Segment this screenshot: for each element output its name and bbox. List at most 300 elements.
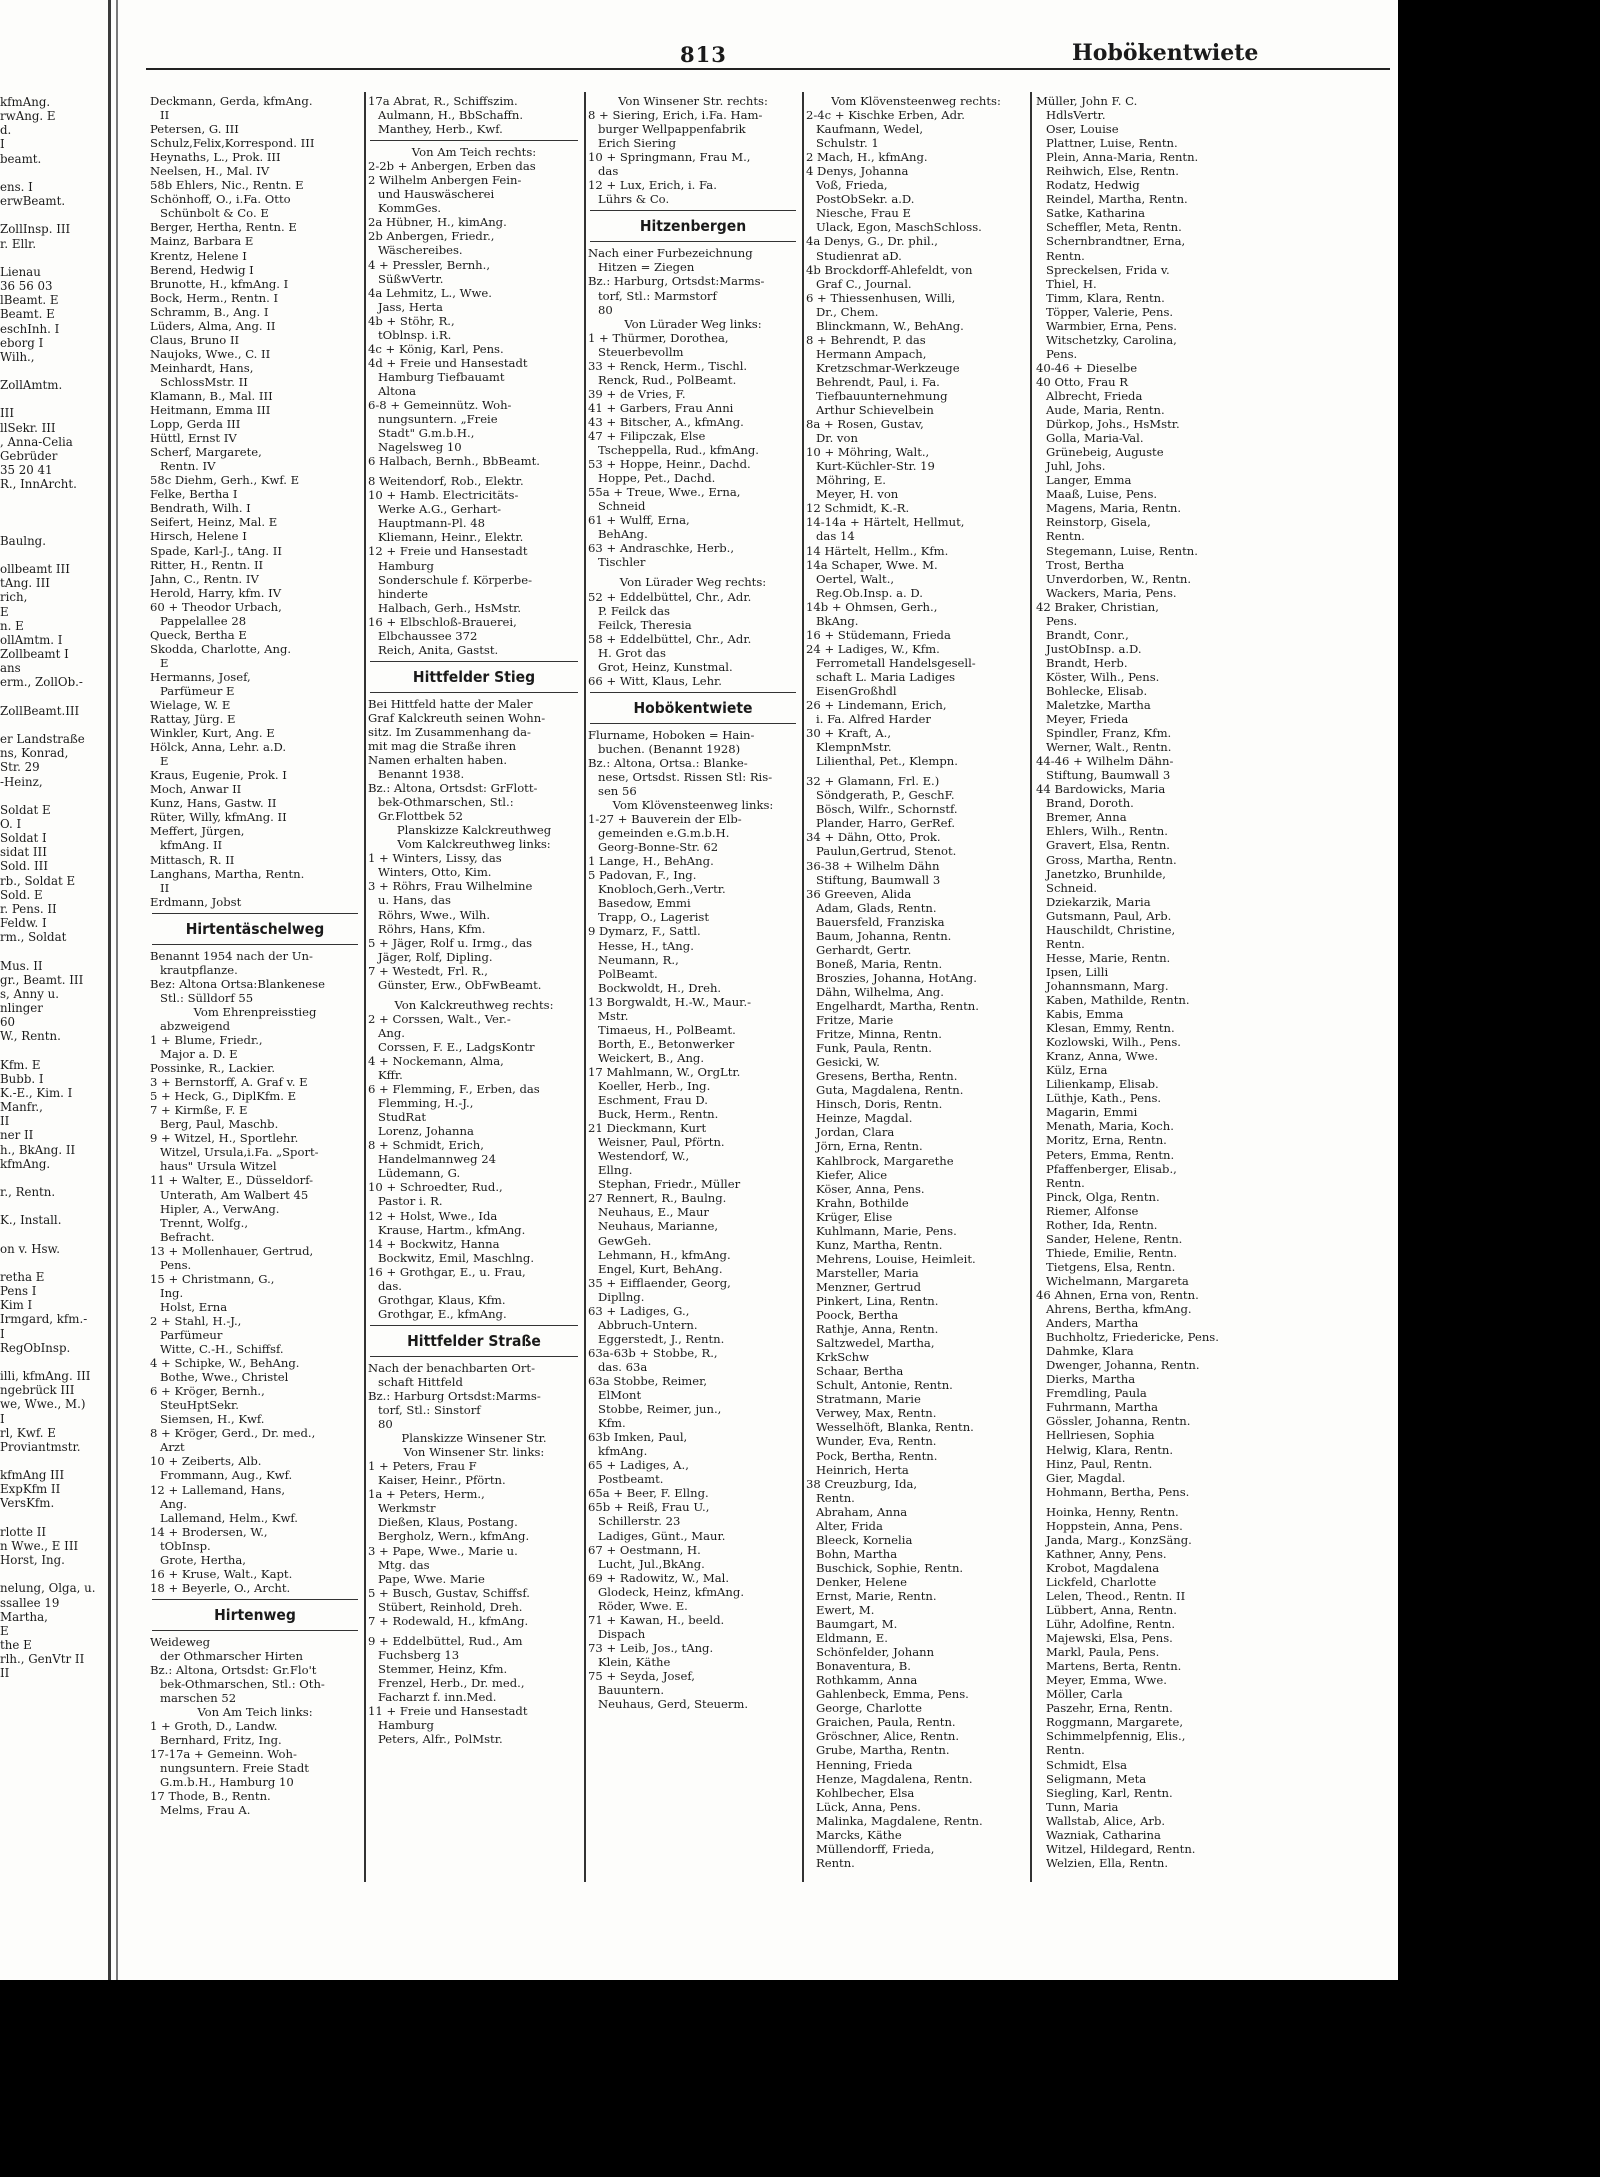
directory-entry: Renck, Rud., PolBeamt. <box>598 372 737 387</box>
directory-entry: 10 + Möhring, Walt., <box>806 445 930 460</box>
directory-entry: Pappelallee 28 <box>160 613 247 628</box>
directory-entry: Mainz, Barbara E <box>150 234 254 249</box>
directory-entry: Menzner, Gertrud <box>816 1279 922 1294</box>
fragment-line: Sold. E <box>0 887 43 902</box>
directory-entry: 3 + Röhrs, Frau Wilhelmine <box>368 879 533 894</box>
directory-entry: Jäger, Rolf, Dipling. <box>378 949 493 964</box>
directory-entry: Möller, Carla <box>1046 1687 1123 1702</box>
directory-entry: 12 + Lux, Erich, i. Fa. <box>588 178 717 193</box>
directory-entry: Wazniak, Catharina <box>1046 1827 1161 1842</box>
directory-entry: Arzt <box>160 1440 185 1455</box>
directory-entry: Röder, Wwe. E. <box>598 1598 688 1613</box>
directory-entry: BkAng. <box>816 613 859 628</box>
directory-entry: Pock, Bertha, Rentn. <box>816 1448 938 1463</box>
directory-entry: 6 + Kröger, Bernh., <box>150 1384 265 1399</box>
street-heading: Hitzenbergen <box>639 217 747 236</box>
directory-entry: Albrecht, Frieda <box>1046 388 1143 403</box>
directory-entry: GewGeh. <box>598 1233 652 1248</box>
directory-entry: KlempnMstr. <box>816 740 892 755</box>
directory-entry: 55a + Treue, Wwe., Erna, <box>588 485 741 500</box>
directory-entry: haus" Ursula Witzel <box>160 1159 277 1174</box>
directory-entry: 9 + Witzel, H., Sportlehr. <box>150 1131 299 1146</box>
directory-entry: Niesche, Frau E <box>816 206 911 221</box>
fragment-line: s, Anny u. <box>0 986 60 1001</box>
directory-entry: 6-8 + Gemeinnütz. Woh- <box>368 397 512 412</box>
directory-entry: Melms, Frau A. <box>160 1803 251 1818</box>
directory-entry: 69 + Radowitz, W., Mal. <box>588 1570 730 1585</box>
directory-entry: 12 Schmidt, K.-R. <box>806 501 910 516</box>
directory-entry: Brand, Doroth. <box>1046 796 1134 811</box>
directory-entry: Gesicki, W. <box>816 1055 880 1070</box>
directory-entry: Hipler, A., VerwAng. <box>160 1201 280 1216</box>
directory-entry: Brandt, Herb. <box>1046 655 1128 670</box>
directory-entry: JustObInsp. a.D. <box>1046 641 1142 656</box>
directory-entry: Alter, Frida <box>816 1518 883 1533</box>
directory-entry: Voß, Frieda, <box>816 178 888 193</box>
directory-entry: Ernst, Marie, Rentn. <box>816 1588 937 1603</box>
directory-entry: Reindel, Martha, Rentn. <box>1046 192 1188 207</box>
directory-entry: Buchholtz, Friedericke, Pens. <box>1046 1330 1219 1345</box>
directory-entry: 17-17a + Gemeinn. Woh- <box>150 1747 297 1762</box>
directory-entry: 5 + Jäger, Rolf u. Irmg., das <box>368 935 533 950</box>
directory-entry: H. Grot das <box>598 645 666 660</box>
directory-entry: Ang. <box>378 1025 405 1040</box>
directory-entry: gemeinden e.G.m.b.H. <box>598 826 730 841</box>
directory-entry: Anders, Martha <box>1046 1316 1139 1331</box>
directory-entry: Koeller, Herb., Ing. <box>598 1079 711 1093</box>
directory-entry: Bz.: Harburg Ortsdst:Marms- <box>368 1388 541 1403</box>
directory-entry: 21 Dieckmann, Kurt <box>588 1121 707 1136</box>
directory-entry: Schünbolt & Co. E <box>160 206 269 221</box>
directory-entry: Parfümeur E <box>160 683 235 698</box>
fragment-line: K.-E., Kim. I <box>0 1085 73 1100</box>
directory-entry: Peters, Alfr., PolMstr. <box>378 1732 503 1747</box>
directory-entry: Aulmann, H., BbSchaffn. <box>378 108 524 123</box>
directory-entry: Oertel, Walt., <box>816 571 895 586</box>
directory-entry: SchlossMstr. II <box>160 374 248 389</box>
directory-entry: 2 + Corssen, Walt., Ver.- <box>368 1011 511 1026</box>
directory-entry: PostObSekr. a.D. <box>816 192 915 207</box>
directory-entry: Hüttl, Ernst IV <box>150 431 237 446</box>
directory-entry: Wäschereibes. <box>378 243 463 258</box>
directory-entry: 1 + Winters, Lissy, das <box>368 851 502 866</box>
fragment-line: Kfm. E <box>0 1057 41 1072</box>
directory-entry: Brunotte, H., kfmAng. I <box>150 276 289 291</box>
directory-entry: 75 + Seyda, Josef, <box>588 1668 695 1683</box>
directory-entry: Tscheppella, Rud., kfmAng. <box>598 443 759 458</box>
fragment-line: r. Pens. II <box>0 901 57 916</box>
directory-entry: Welzien, Ella, Rentn. <box>1046 1855 1169 1870</box>
directory-entry: Georg-Bonne-Str. 62 <box>598 840 719 855</box>
directory-entry: 53 + Hoppe, Heinr., Dachd. <box>588 457 751 472</box>
directory-entry: Mittasch, R. II <box>150 852 235 867</box>
directory-entry: das. <box>378 1278 402 1293</box>
directory-entry: 1 + Peters, Frau F <box>368 1459 477 1474</box>
directory-entry: Mehrens, Louise, Heimleit. <box>816 1251 976 1266</box>
directory-entry: 65a + Beer, F. Ellng. <box>588 1486 709 1501</box>
directory-entry: 10 + Zeiberts, Alb. <box>150 1454 262 1469</box>
directory-entry: Tunn, Maria <box>1046 1799 1119 1814</box>
directory-entry: 8 + Behrendt, P. das <box>806 332 926 347</box>
fragment-line <box>0 1567 104 1581</box>
fragment-line: n Wwe., E III <box>0 1538 79 1553</box>
directory-entry: Kffr. <box>378 1068 403 1083</box>
fragment-line: rlh., GenVtr II <box>0 1652 85 1667</box>
directory-entry: mit mag die Straße ihren <box>368 738 517 753</box>
directory-entry: Vom Klövensteenweg rechts: <box>831 94 1001 108</box>
directory-entry: Gröschner, Alice, Rentn. <box>816 1729 960 1744</box>
fragment-line: I <box>0 137 5 152</box>
directory-entry: 9 + Eddelbüttel, Rud., Am <box>368 1633 523 1648</box>
directory-entry: 4 + Schipke, W., BehAng. <box>150 1356 300 1371</box>
directory-entry: Eldmann, E. <box>816 1631 888 1646</box>
directory-entry: Trennt, Wolfg., <box>160 1215 248 1230</box>
directory-entry: Felke, Bertha I <box>150 487 238 502</box>
directory-entry: Majewski, Elsa, Pens. <box>1046 1631 1173 1646</box>
directory-entry: Menath, Maria, Koch. <box>1046 1119 1174 1134</box>
directory-entry: KommGes. <box>378 201 442 216</box>
directory-entry: und Hauswäscherei <box>378 187 495 202</box>
fragment-line: II <box>0 1666 10 1681</box>
directory-entry: Paszehr, Erna, Rentn. <box>1046 1701 1173 1716</box>
directory-entry: Witzel, Ursula,i.Fa. „Sport- <box>160 1145 319 1160</box>
directory-entry: 18 + Beyerle, O., Archt. <box>150 1580 291 1595</box>
directory-entry: Befracht. <box>160 1229 215 1244</box>
directory-entry: 80 <box>598 302 613 317</box>
directory-entry: Plein, Anna-Maria, Rentn. <box>1046 150 1199 165</box>
fragment-line: Beamt. E <box>0 307 55 322</box>
directory-entry: Borth, E., Betonwerker <box>598 1036 735 1051</box>
directory-entry: Ulack, Egon, MaschSchloss. <box>816 220 982 235</box>
directory-entry: 10 + Schroedter, Rud., <box>368 1180 503 1195</box>
directory-entry: Kranz, Anna, Wwe. <box>1046 1049 1159 1064</box>
directory-entry: 7 + Rodewald, H., kfmAng. <box>368 1613 529 1628</box>
directory-entry: 14 Härtelt, Hellm., Kfm. <box>806 543 949 558</box>
fragment-line: sidat III <box>0 845 47 860</box>
directory-entry: der Othmarscher Hirten <box>160 1648 303 1663</box>
fragment-line: rm., Soldat <box>0 930 67 945</box>
directory-entry: Hamburg <box>378 1718 434 1733</box>
directory-entry: 1 + Blume, Friedr., <box>150 1033 263 1047</box>
directory-entry: Wielage, W. E <box>150 698 231 713</box>
directory-entry: 10 + Hamb. Electricitäts- <box>368 488 519 503</box>
directory-entry: Hitzen = Ziegen <box>598 260 695 275</box>
directory-entry: Rentn. <box>816 1490 855 1505</box>
directory-entry: Schaar, Bertha <box>816 1364 904 1379</box>
directory-entry: Hinz, Paul, Rentn. <box>1046 1456 1153 1471</box>
directory-entry: 63a-63b + Stobbe, R., <box>588 1345 718 1360</box>
directory-entry: Lüdemann, G. <box>378 1166 461 1181</box>
directory-entry: Rentn. <box>1046 936 1085 951</box>
directory-entry: Krüger, Elise <box>816 1209 893 1224</box>
directory-entry: u. Hans, das <box>378 893 451 908</box>
directory-entry: Schulstr. 1 <box>816 136 879 151</box>
directory-entry: Wichelmann, Margareta <box>1046 1273 1189 1288</box>
directory-entry: 41 + Garbers, Frau Anni <box>588 400 734 415</box>
directory-entry: 4b Brockdorff-Ahlefeldt, von <box>806 262 973 277</box>
directory-entry: Seifert, Heinz, Mal. E <box>150 515 278 530</box>
directory-entry: Külz, Erna <box>1046 1063 1108 1078</box>
directory-entry: 5 + Busch, Gustav, Schiffsf. <box>368 1585 530 1600</box>
directory-entry: Kohlbecher, Elsa <box>816 1785 915 1800</box>
directory-entry: Deckmann, Gerda, kfmAng. <box>150 94 313 108</box>
directory-entry: 7 + Westedt, Frl. R., <box>368 963 488 978</box>
directory-entry: 36-38 + Wilhelm Dähn <box>806 858 940 873</box>
column-divider <box>1030 92 1032 1882</box>
fragment-line: eborg I <box>0 335 44 350</box>
directory-entry: 1-27 + Bauverein der Elb- <box>588 812 742 827</box>
directory-entry: Fuchsberg 13 <box>378 1647 460 1662</box>
directory-entry: Ellng. <box>598 1163 633 1178</box>
directory-entry: Maletzke, Martha <box>1046 698 1151 713</box>
directory-entry: Trapp, O., Lagerist <box>598 910 710 925</box>
directory-entry: Maaß, Luise, Pens. <box>1046 487 1158 502</box>
directory-entry: Knobloch,Gerh.,Vertr. <box>598 882 726 897</box>
fragment-line <box>0 1228 104 1242</box>
fragment-line <box>0 392 104 406</box>
book-gutter <box>108 0 111 1980</box>
directory-entry: marschen 52 <box>160 1691 237 1706</box>
directory-entry: Bothe, Wwe., Christel <box>160 1370 289 1385</box>
directory-entry: Bleeck, Kornelia <box>816 1532 913 1547</box>
directory-entry: Facharzt f. inn.Med. <box>378 1689 497 1704</box>
directory-entry: Moritz, Erna, Rentn. <box>1046 1133 1167 1148</box>
directory-entry: Graf C., Journal. <box>816 276 912 291</box>
subsection-label: Von Am Teich rechts: <box>411 145 537 160</box>
directory-entry: Feilck, Theresia <box>598 617 692 632</box>
directory-entry: Gier, Magdal. <box>1046 1470 1126 1485</box>
fragment-line: Bubb. I <box>0 1071 44 1086</box>
directory-entry: Ewert, M. <box>816 1603 875 1618</box>
directory-entry: Heitmann, Emma III <box>150 403 271 418</box>
directory-entry: Malinka, Magdalene, Rentn. <box>816 1813 983 1828</box>
fragment-line: 35 20 41 <box>0 463 53 478</box>
directory-entry: Meyer, Frieda <box>1046 712 1129 727</box>
directory-entry: Lüthje, Kath., Pens. <box>1046 1091 1162 1106</box>
directory-entry: Grote, Hertha, <box>160 1552 246 1567</box>
directory-entry: Reihwich, Else, Rentn. <box>1046 164 1179 179</box>
fragment-line: gr., Beamt. III <box>0 972 84 987</box>
directory-entry: 8 + Schmidt, Erich, <box>368 1138 484 1153</box>
directory-entry: Oser, Louise <box>1046 122 1119 137</box>
directory-entry: 4c + König, Karl, Pens. <box>368 341 504 356</box>
directory-entry: Hohmann, Bertha, Pens. <box>1046 1484 1190 1499</box>
section-rule <box>370 1356 578 1357</box>
directory-entry: Wallstab, Alice, Arb. <box>1046 1813 1166 1828</box>
directory-entry: Günster, Erw., ObFwBeamt. <box>378 977 542 992</box>
directory-entry: schaft Hittfeld <box>378 1374 463 1389</box>
directory-entry: Erich Siering <box>598 136 677 151</box>
fragment-line: rlotte II <box>0 1524 47 1539</box>
fragment-line: ZollAmtm. <box>0 378 63 393</box>
directory-entry: Scherf, Margarete, <box>150 445 262 460</box>
directory-entry: Grothgar, Klaus, Kfm. <box>378 1292 506 1307</box>
directory-entry: StudRat <box>378 1110 427 1125</box>
directory-entry: 32 + Glamann, Frl. E.) <box>806 774 940 789</box>
directory-entry: Aude, Maria, Rentn. <box>1046 403 1165 418</box>
directory-entry: Krause, Hartm., kfmAng. <box>378 1222 526 1237</box>
directory-entry: Kaufmann, Wedel, <box>816 122 924 137</box>
directory-entry: Von Kalckreuthweg rechts: <box>394 997 554 1012</box>
directory-entry: Vom Ehrenpreisstieg <box>193 1004 317 1019</box>
fragment-line: ens. I <box>0 179 33 194</box>
section-rule <box>152 944 358 945</box>
fragment-line: rich, <box>0 590 28 605</box>
directory-entry: Petersen, G. III <box>150 122 239 137</box>
directory-entry: Schneid <box>598 499 646 514</box>
directory-entry: bek-Othmarschen, Stl.: Oth- <box>160 1677 325 1692</box>
directory-entry: Köser, Anna, Pens. <box>816 1181 925 1196</box>
directory-entry: Dr., Chem. <box>816 304 879 319</box>
directory-entry: Rothkamm, Anna <box>816 1673 918 1688</box>
directory-entry: Peters, Emma, Rentn. <box>1046 1147 1175 1162</box>
directory-entry: Namen erhalten haben. <box>368 753 508 768</box>
directory-entry: SteuHptSekr. <box>160 1398 239 1413</box>
directory-entry: Röhrs, Wwe., Wilh. <box>378 907 491 922</box>
directory-entry: Abraham, Anna <box>816 1504 908 1519</box>
directory-entry: Gravert, Elsa, Rentn. <box>1046 838 1170 853</box>
directory-entry: Martens, Berta, Rentn. <box>1046 1659 1182 1674</box>
book-gutter-edge <box>116 0 118 1980</box>
directory-entry: Von Am Teich links: <box>197 1705 313 1720</box>
directory-entry: HdlsVertr. <box>1046 108 1106 123</box>
directory-entry: 1 Lange, H., BehAng. <box>588 854 714 869</box>
directory-entry: Behrendt, Paul, i. Fa. <box>816 374 940 389</box>
directory-entry: 6 + Thiessenhusen, Willi, <box>806 290 956 305</box>
directory-entry: nungsuntern. Freie Stadt <box>160 1761 309 1776</box>
directory-entry: Adam, Glads, Rentn. <box>816 900 937 915</box>
directory-entry: Vom Kalckreuthweg links: <box>397 837 551 852</box>
directory-entry: 10 + Springmann, Frau M., <box>588 150 751 165</box>
directory-entry: Bergholz, Wern., kfmAng. <box>378 1529 530 1544</box>
fragment-line: Soldat E <box>0 802 51 817</box>
fragment-line: Lienau <box>0 264 41 279</box>
directory-entry: Thiede, Emilie, Rentn. <box>1046 1245 1178 1260</box>
directory-entry: Gross, Martha, Rentn. <box>1046 852 1177 867</box>
fragment-line: Zollbeamt I <box>0 647 69 662</box>
directory-entry: 52 + Eddelbüttel, Chr., Adr. <box>588 589 752 604</box>
directory-entry: Glodeck, Heinz, kfmAng. <box>598 1584 745 1599</box>
directory-entry: Spindler, Franz, Kfm. <box>1046 726 1172 741</box>
directory-entry: George, Charlotte <box>816 1701 922 1716</box>
directory-entry: E <box>160 655 169 670</box>
section-rule <box>590 241 796 242</box>
directory-entry: 16 + Grothgar, E., u. Frau, <box>368 1264 526 1279</box>
directory-entry: Stephan, Friedr., Müller <box>598 1177 741 1192</box>
directory-entry: Elbchaussee 372 <box>378 628 478 643</box>
directory-entry: 9 Dymarz, F., Sattl. <box>588 924 701 939</box>
directory-entry: Studienrat aD. <box>816 248 902 263</box>
directory-entry: Buschick, Sophie, Rentn. <box>816 1560 964 1575</box>
fragment-line <box>0 506 104 520</box>
directory-entry: Grünebeig, Auguste <box>1046 445 1164 460</box>
directory-entry: 12 + Holst, Wwe., Ida <box>368 1208 498 1223</box>
fragment-line: E <box>0 604 9 619</box>
directory-entry: Dießen, Klaus, Postang. <box>378 1515 518 1530</box>
directory-entry: Pape, Wwe. Marie <box>378 1571 485 1586</box>
directory-entry: Halbach, Gerh., HsMstr. <box>378 600 522 615</box>
directory-entry: Lehmann, H., kfmAng. <box>598 1247 731 1262</box>
fragment-line: ns, Konrad, <box>0 746 69 761</box>
fragment-line: er Landstraße <box>0 732 85 747</box>
street-heading: Hittfelder Stieg <box>412 667 536 686</box>
fragment-line: R., InnArcht. <box>0 477 77 492</box>
directory-entry: 63 + Andraschke, Herb., <box>588 541 735 556</box>
directory-entry: Dahmke, Klara <box>1046 1344 1134 1359</box>
directory-entry: Ritter, H., Rentn. II <box>150 557 264 572</box>
street-heading: Hirtentäschelweg <box>185 919 325 938</box>
directory-entry: 39 + de Vries, F. <box>588 386 686 401</box>
directory-entry: Jahn, C., Rentn. IV <box>150 571 259 586</box>
directory-entry: 14-14a + Härtelt, Hellmut, <box>806 515 965 530</box>
directory-entry: Dwenger, Johanna, Rentn. <box>1046 1358 1200 1373</box>
directory-entry: Lück, Anna, Pens. <box>816 1799 921 1814</box>
directory-entry: Pinck, Olga, Rentn. <box>1046 1189 1160 1204</box>
directory-entry: 2b Anbergen, Friedr., <box>368 229 495 244</box>
directory-entry: Benannt 1938. <box>378 767 465 782</box>
directory-entry: Skodda, Charlotte, Ang. <box>150 641 292 656</box>
fragment-line: d. <box>0 123 12 138</box>
directory-entry: Ipsen, Lilli <box>1046 964 1109 979</box>
directory-entry: G.m.b.H., Hamburg 10 <box>160 1775 294 1790</box>
directory-entry: Frenzel, Herb., Dr. med., <box>378 1675 525 1690</box>
directory-entry: 17a Abrat, R., Schiffszim. <box>368 94 518 108</box>
directory-entry: Roggmann, Margarete, <box>1046 1715 1184 1730</box>
directory-entry: Meinhardt, Hans, <box>150 360 254 375</box>
directory-entry: 8 + Siering, Erich, i.Fa. Ham- <box>588 108 763 123</box>
directory-entry: Trost, Bertha <box>1046 557 1125 572</box>
running-head: Hobökentwiete <box>1072 40 1259 66</box>
directory-entry: Erdmann, Jobst <box>150 894 242 909</box>
fragment-line: we, Wwe., M.) <box>0 1397 86 1412</box>
directory-entry: Bremer, Anna <box>1046 810 1127 825</box>
directory-entry: EisenGroßhdl <box>816 683 897 698</box>
directory-entry: Buck, Herm., Rentn. <box>598 1107 719 1122</box>
fragment-line: Baulng. <box>0 533 46 548</box>
directory-entry: Stegemann, Luise, Rentn. <box>1046 543 1198 558</box>
directory-entry: 5 + Heck, G., DiplKfm. E <box>150 1089 297 1104</box>
directory-entry: 1 + Groth, D., Landw. <box>150 1719 278 1734</box>
directory-entry: Schramm, B., Ang. I <box>150 304 269 319</box>
directory-entry: Markl, Paula, Pens. <box>1046 1645 1160 1660</box>
fragment-line: Sold. III <box>0 859 48 874</box>
directory-entry: Eggerstedt, J., Rentn. <box>598 1331 725 1346</box>
directory-entry: II <box>160 880 170 895</box>
fragment-line <box>0 718 104 732</box>
directory-entry: Reinstorp, Gisela, <box>1046 515 1151 530</box>
directory-entry: Corssen, F. E., LadgsKontr <box>378 1039 535 1054</box>
directory-entry: Bockwitz, Emil, Maschlng. <box>378 1250 535 1265</box>
directory-entry: Werke A.G., Gerhart- <box>378 502 502 517</box>
directory-entry: Hermann Ampach, <box>816 346 927 361</box>
directory-entry: 15 + Christmann, G., <box>150 1271 275 1286</box>
fragment-line: Horst, Ing. <box>0 1553 65 1568</box>
directory-entry: 6 + Flemming, F., Erben, das <box>368 1082 540 1097</box>
directory-entry: Müller, John F. C. <box>1036 94 1138 108</box>
directory-entry: Reg.Ob.Insp. a. D. <box>816 585 923 600</box>
directory-entry: Lilienkamp, Elisab. <box>1046 1077 1159 1092</box>
fragment-line: rb., Soldat E <box>0 873 76 888</box>
directory-entry: Kurt-Küchler-Str. 19 <box>816 459 935 474</box>
directory-entry: Henze, Magdalena, Rentn. <box>816 1771 973 1786</box>
directory-entry: Boneß, Maria, Rentn. <box>816 956 943 971</box>
directory-entry: das. 63a <box>598 1359 648 1374</box>
directory-entry: Kaben, Mathilde, Rentn. <box>1046 993 1190 1007</box>
directory-entry: Lührs & Co. <box>598 192 670 207</box>
fragment-line: E <box>0 1623 9 1638</box>
directory-entry: E <box>160 754 169 769</box>
directory-entry: Altona <box>378 383 417 398</box>
